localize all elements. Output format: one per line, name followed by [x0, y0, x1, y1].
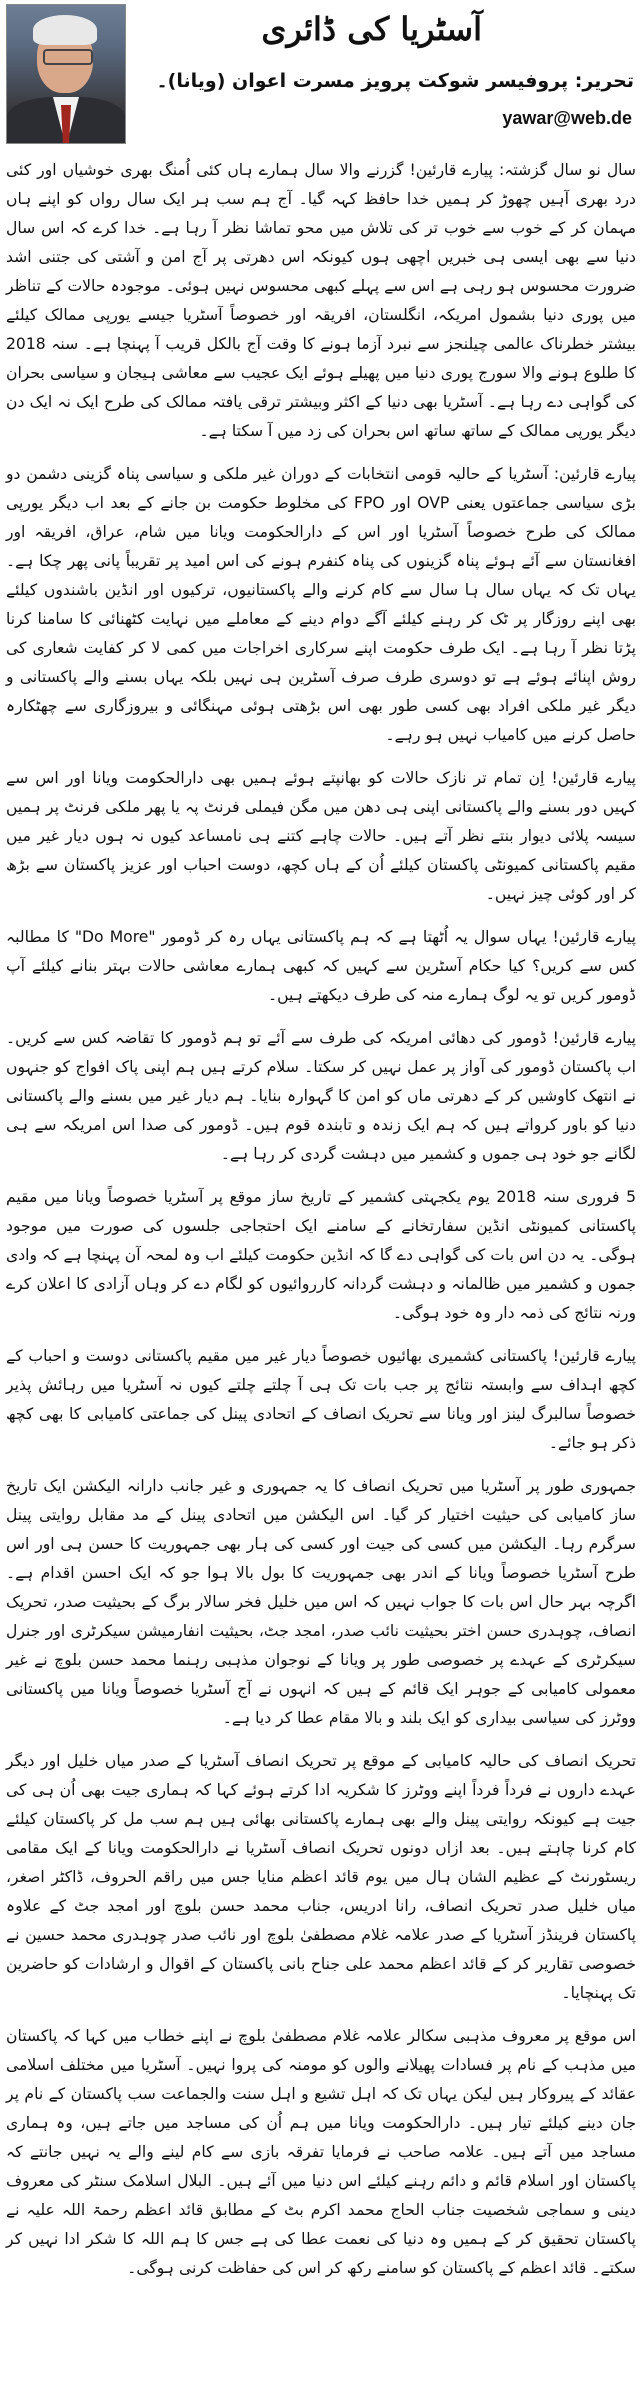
paragraph-2: پیارے قارئین: آسٹریا کے حالیہ قومی انتخابات کے دوران غیر ملکی و سیاسی پناہ گزینی دشمن دو بڑی سیاسی جماعتوں یعنی OVP اور FPO کی مخلوط حکومت بن جانے کے بعد اب دیگر یورپی ممالک کی طرح خصوصاً آسٹریا اور اس کے دارالحکومت ویانا میں شام، عراق، افریقہ اور افغانستان سے آئے ہوئے پناہ گزینوں کی پناہ کنفرم ہونے کی اس امید پر تقریباً پانی پھر چکا ہے۔ یہاں تک کہ یہاں سال ہا سال سے کام کرنے والے پاکستانیوں، ترکیوں اور انڈین باشندوں کیلئے بھی اپنے روزگار پر ٹک کر رہنے کیلئے آگے دوام دینے کے معاملے میں نہایت کٹھنائی کا سامنا کرنا پڑتا نظر آ رہا ہے۔ ایک طرف حکومت اپنے سرکاری اخراجات میں کمی لا کر کفایت شعاری کی روش اپنائے ہوئے ہے تو دوسری طرف صرف آسٹرین ہی نہیں بلکہ یہاں بسنے والے پاکستانی و دیگر غیر ملکی افراد بھی کسی طور بھی اس بڑھتی ہوئی مہنگائی و بیروزگاری سے چھٹکارہ حاصل کرنے میں کامیاب نہیں ہو رہے۔: [6, 465, 636, 744]
paragraph-9: تحریک انصاف کی حالیہ کامیابی کے موقع پر تحریک انصاف آسٹریا کے صدر میاں خلیل اور دیگر عہدے داروں نے فرداً فرداً اپنے ووٹرز کا شکریہ ادا کرتے ہوئے کہا کہ ہماری جیت بھی اُن ہی کی جیت ہے کیونکہ روایتی پینل والے بھی ہمارے پاکستانی بھائی ہیں ہم سب مل کر پاکستان کیلئے کام کرنا چاہتے ہیں۔ بعد ازاں دونوں تحریک انصاف آسٹریا نے دارالحکومت ویانا کے ایک مقامی ریسٹورنٹ کے عظیم الشان ہال میں یوم قائد اعظم منایا جس میں راقم الحروف، ڈاکٹر اصغر، میاں خلیل صدر تحریک انصاف، رانا ادریس، جناب محمد حسن بلوچ اور امجد جٹ کے علاوہ پاکستان فرینڈز آسٹریا کے صدر علامہ غلام مصطفیٰ بلوچ اور نائب صدر چوہدری محمد حسین نے خصوصی تقاریر کر کے قائد اعظم محمد علی جناح بانی پاکستان کے اقوال و ارشادات کو حاضرین تک پہنچایا۔: [6, 1752, 636, 2002]
author-email: yawar@web.de: [502, 108, 632, 128]
paragraph-8: جمہوری طور پر آسٹریا میں تحریک انصاف کا یہ جمہوری و غیر جانب دارانہ الیکشن ایک تاریخ ساز کامیابی کی حیثیت اختیار کر گیا۔ اس الیکشن میں اتحادی پینل کے مد مقابل روایتی پینل سرگرم رہا۔ الیکشن میں کسی کی جیت اور کسی کی ہار بھی جمہوریت کا حسن ہی اور اس طرح آسٹریا خصوصاً ویانا کے اندر بھی جمہوریت کا بول بالا ہوا جو کہ ایک احسن اقدام ہے۔ اگرچہ بہر حال اس بات کا جواب نہیں کہ اس میں خلیل فخر سالار برگ کے بحیثیت صدر، تحریک انصاف، چوہدری حسن اختر بحیثیت نائب صدر، امجد جٹ، بحیثیت انفارمیشن سیکرٹری اور جنرل سیکرٹری کے عہدے پر خصوصی طور پر ویانا کے نوجوان مذہبی رہنما محمد حسن بلوچ نے غیر معمولی کامیابی کے جوہر ایک قائم کے ہیں کہ انہوں نے آج آسٹریا خصوصاً ویانا میں پاکستانی ووٹرز کی سیاسی بیداری کو ایک بلند و بالا مقام عطا کر دیا ہے۔: [6, 1477, 636, 1727]
paragraph-6: 5 فروری سنہ 2018 یوم یکجہتی کشمیر کے تاریخ ساز موقع پر آسٹریا خصوصاً ویانا میں مقیم پاکستانی کمیونٹی انڈین سفارتخانے کے سامنے ایک احتجاجی جلسوں کی صورت میں موجود ہوگی۔ یہ دن اس بات کی گواہی دے گا کہ انڈین حکومت کیلئے اب وہ لمحہ آن پہنچا ہے کہ وادی جموں و کشمیر میں ظالمانہ و دہشت گردانہ کارروائیوں کو لگام دے کر وہاں آزادی کا اعلان کرے ورنہ نتائج کی ذمہ دار وہ خود ہوگی۔: [6, 1188, 636, 1322]
article-header: [0, 0, 642, 150]
article-body: [6, 156, 636, 2297]
author-photo: [6, 4, 126, 144]
paragraph-5: پیارے قارئین! ڈومور کی دھائی امریکہ کی طرف سے آئے تو ہم ڈومور کا تقاضہ کس سے کریں۔ اب پاکستان ڈومور کی آواز پر عمل نہیں کر سکتا۔ سلام کرتے ہیں ہم اپنی پاک افواج کو جنہوں نے انتھک کاوشیں کر کے دھرتی ماں کو امن کا گہوارہ بنایا۔ ہم دیار غیر میں بسنے والے پاکستانی دنیا کو باور کرواتے ہیں کہ ہم ایک زندہ و تابندہ قوم ہیں۔ ڈومور کی صدا اس امریکہ سے ہی لگانے جو خود ہی جموں و کشمیر میں دہشت گردی کر رہا ہے۔: [6, 1029, 636, 1163]
author-byline: تحریر: پروفیسر شوکت پرویز مسرت اعوان (ویانا)۔: [156, 70, 634, 92]
paragraph-1: سال نو سال گزشتہ: پیارے قارئین! گزرنے والا سال ہمارے ہاں کئی اُمنگ بھری خوشیاں اور کئی درد بھری آہیں چھوڑ کر ہمیں خدا حافظ کہہ گیا۔ آج ہم سب ہر ایک سال رواں کو اپنے ہاں مہمان کر کے خوب سے خوب تر کی تلاش میں محو تماشا نظر آ رہا ہے۔ خدا کرے کہ اس سال دنیا سے بھی ایسی ہی خبریں اچھی ہوں کیونکہ اس دھرتی پر آج امن و آشتی کی جتنی اشد ضرورت محسوس ہو رہی ہے اس سے پہلے کبھی محسوس نہیں ہوئی۔ موجودہ حالات کے تناظر میں پوری دنیا بشمول امریکہ، انگلستان، افریقہ اور خصوصاً آسٹریا جیسے یورپی ممالک کیلئے بیشتر خطرناک عالمی چیلنجز سے نبرد آزما ہونے کا وقت آج بالکل قریب آ پہنچا ہے۔ سنہ 2018 کا طلوع ہونے والا سورج پوری دنیا میں پھیلے ہوئے ایک عجیب سے معاشی ہیجان و سیاسی بحران کی گواہی دے رہا ہے۔ آسٹریا بھی دنیا کے اکثر وبیشتر ترقی یافتہ ممالک کی طرح ایک نہ ایک دن دیگر یورپی ممالک کے ساتھ ساتھ اس بحران کی زد میں آ سکتا ہے۔: [6, 161, 636, 440]
column-title: آسٹریا کی ڈائری: [261, 10, 482, 48]
paragraph-3: پیارے قارئین! اِن تمام تر نازک حالات کو بھانپتے ہوئے ہمیں بھی دارالحکومت ویانا اور اس سے کہیں دور بسنے والے پاکستانی اپنی ہی دھن میں مگن فیملی فرنٹ پہ یا پھر ملکی فرنٹ پر ہمیں سیسہ پلائی دیوار بنتے نظر آتے ہیں۔ حالات چاہے کتنے ہی نامساعد کیوں نہ ہوں دیار غیر میں مقیم پاکستانی کمیونٹی پاکستان کیلئے اُن کے ہاں کچھ، دوست احباب اور عزیز پاکستان سے بڑھ کر اور کوئی چیز نہیں۔: [6, 769, 636, 903]
paragraph-7: پیارے قارئین! پاکستانی کشمیری بھائیوں خصوصاً دیار غیر میں مقیم پاکستانی دوست و احباب کے کچھ اہداف سے وابستہ نتائج پر جب بات تک ہی آ چلتے چلتے کیوں نہ آسٹریا میں رہائش پذیر خصوصاً سالبرگ لینز اور ویانا سے تحریک انصاف کے اتحادی پینل کی جماعتی کامیابی کا بھی کچھ ذکر ہو جائے۔: [6, 1347, 636, 1452]
paragraph-4: پیارے قارئین! یہاں سوال یہ اُٹھتا ہے کہ ہم پاکستانی یہاں رہ کر ڈومور "Do More" کا مطالبہ کس سے کریں؟ کیا حکام آسٹرین سے کہیں کہ کبھی ہمارے معاشی حالات بہتر بنانے کیلئے آپ ڈومور کریں تو یہ لوگ ہمارے منہ کی طرف دیکھتے ہیں۔: [6, 928, 636, 1004]
paragraph-10: اس موقع پر معروف مذہبی سکالر علامہ غلام مصطفیٰ بلوچ نے اپنے خطاب میں کہا کہ پاکستان میں مذہب کے نام پر فسادات پھیلانے والوں کو مومنہ کی پروا نہیں۔ آسٹریا میں مختلف اسلامی عقائد کے پیروکار ہیں لیکن یہاں تک کہ اہل تشیع و اہل سنت والجماعت سب پاکستان کے نام پر جان دینے کیلئے تیار ہیں۔ دارالحکومت ویانا میں ہم اُن کی مساجد میں جاتے ہیں، وہ ہماری مساجد میں آتے ہیں۔ علامہ صاحب نے فرمایا تفرقہ بازی سے کام لینے والے یہ نہیں جانتے کہ پاکستان اور اسلام قائم و دائم رہنے کیلئے اس دنیا میں آئے ہیں۔ البلال اسلامک سنٹر کی معروف دینی و سماجی شخصیت جناب الحاج محمد اکرم بٹ کے مطابق قائد اعظم رحمۃ اللہ علیہ نے پاکستان تحقیق کر کے ہمیں وہ دنیا کی نعمت عطا کی ہے جس کا ہم اللہ کا شکر ادا نہیں کر سکتے۔ قائد اعظم کے پاکستان کو سامنے رکھ کر اس کی حفاظت کرنی ہوگی۔: [6, 2027, 636, 2277]
